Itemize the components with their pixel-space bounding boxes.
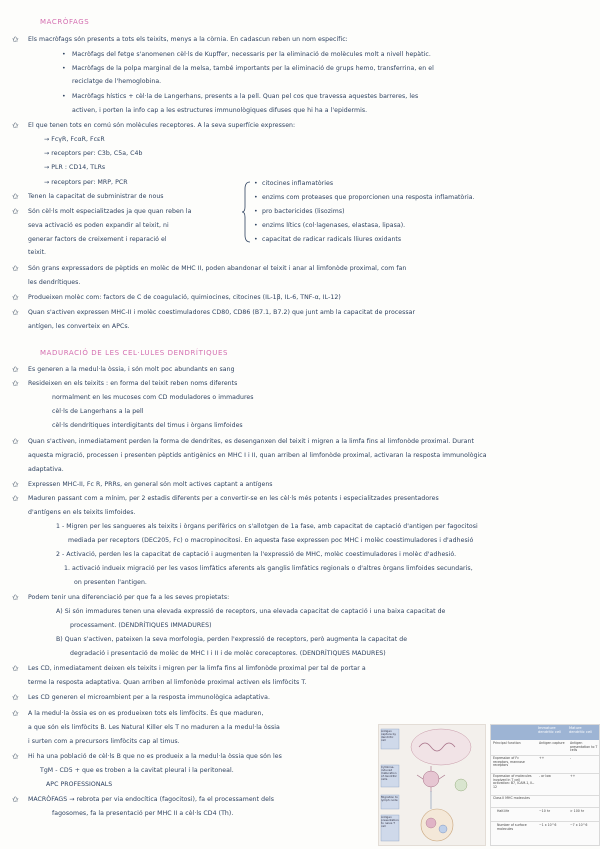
star-bullet-icon: ✩ xyxy=(12,35,19,44)
diagram-label: Antigen capture by dendritic cell xyxy=(381,729,397,743)
table-cell: Class II MHC molecules xyxy=(493,796,530,800)
text-line: seva activació es poden expandir al teixit, ni xyxy=(28,222,169,229)
text-line: Expressen MHC-II, Fc R, PRRs, en general són molt actives captant a antígens xyxy=(28,481,273,488)
text-line: Macròfags hístics + cèl·la de Langerhans, presents a la pell. Quan pel cos que travessa aquestes barreres, les xyxy=(72,93,419,100)
table-cell: Expression of molecules involved in T cell activation: B7, ICAM-1, IL-12 xyxy=(493,774,535,790)
text-line: antígen, les converteix en APCs. xyxy=(28,323,130,330)
table-cell: ~10 hr xyxy=(539,809,551,813)
text-line: a que són els limfòcits B. Les Natural Killer els T no maduren a la medul·la òssia xyxy=(28,724,280,731)
text-line: reciclatge de l'hemoglobina. xyxy=(72,78,162,85)
dendritic-comparison-table xyxy=(490,724,600,846)
star-bullet-icon: ✩ xyxy=(12,437,19,446)
table-divider xyxy=(491,807,599,808)
text-line: Macròfags del fetge s'anomenen cèl·ls de Kupffer, necessaris per la eliminació de molècules molt a nivell hepàtic. xyxy=(72,51,431,58)
text-line: Les CD, inmediatament deixen els teixits i migren per la limfa fins al limfonòde proximal per tal de portar a xyxy=(28,665,366,672)
text-line: Són cèl·ls molt especialitzades ja que quan reben la xyxy=(28,208,192,215)
text-line: TgM - CD5 + que es troben a la cavitat pleural i la peritoneal. xyxy=(40,767,234,774)
table-cell: ~1 x 10^6 xyxy=(539,823,557,827)
text-line: Produeixen molèc com: factors de C de coagulació, quimiocines, citocines (IL-1β, IL-6, TNF-α, IL-12) xyxy=(28,294,341,301)
table-cell: - or low xyxy=(539,774,551,778)
text-line: A) Si són immadures tenen una elevada expressió de receptors, una elevada capacitat de captació i una baixa capacitat de xyxy=(56,608,446,615)
dot-bullet-icon: • xyxy=(254,194,258,201)
text-line: 2 - Activació, perden les la capacitat de captació i augmenten la l'expressió de MHC, molèc coestimuladores i molèc d'adhesió. xyxy=(56,551,457,558)
table-cell: Number of surface molecules xyxy=(497,823,527,831)
text-line: d'antígens en els teixits limfoides. xyxy=(28,509,136,516)
text-line: pro bactericides (lisozims) xyxy=(262,208,345,215)
dot-bullet-icon: • xyxy=(62,93,66,100)
text-line: Tenen la capacitat de subministrar de nous xyxy=(28,193,164,200)
text-line: El que tenen tots en comú són molècules receptores. A la seva superfície expressen: xyxy=(28,122,296,129)
dot-bullet-icon: • xyxy=(254,208,258,215)
text-line: citocines inflamatòries xyxy=(262,180,334,187)
text-line: enzims lítics (col·lagenases, elastasa, lipasa). xyxy=(262,222,406,229)
table-cell: Half-life xyxy=(497,809,510,813)
star-bullet-icon: ✩ xyxy=(12,752,19,761)
text-line: Es generen a la medul·la òssia, i són molt poc abundants en sang xyxy=(28,366,235,373)
text-line: capacitat de radicar radicals lliures oxidants xyxy=(262,236,402,243)
text-line: Macròfags de la polpa marginal de la melsa, també importants per la eliminació de grups hemo, transferrina, en el xyxy=(72,65,434,72)
text-line: cèl·ls de Langerhans a la pell xyxy=(52,408,144,415)
text-line: Resideixen en els teixits : en forma del teixit reben noms diferents xyxy=(28,380,238,387)
text-line: Quan s'activen expressen MHC-II i molèc coestimuladores CD80, CD86 (B7.1, B7.2) que junt amb la capacitat de processar xyxy=(28,309,416,316)
curly-brace-icon xyxy=(242,181,252,243)
text-line: mediada per receptors (DEC205, Fc) o macropinocitosi. En aquesta fase expressen poc MHC i molèc coestimuladores i d'adhesió xyxy=(68,537,474,544)
table-header-cell: Mature dendritic cell xyxy=(568,725,599,740)
text-line: fagosomes, fa la presentació per MHC II a cèl·ls CD4 (Th). xyxy=(52,810,234,817)
text-line: 1. activació indueix migració per les vasos limfàtics aferents als ganglis limfàtics regionals o d'altres òrgans limfoides secundaris, xyxy=(64,565,473,572)
table-cell: ~7 x 10^6 xyxy=(570,823,588,827)
dot-bullet-icon: • xyxy=(62,51,66,58)
text-line: terme la resposta adaptativa. Quan arriben al limfonòde proximal activen els limfòcits T. xyxy=(28,679,307,686)
text-line: → receptors per: C3b, C5a, C4b xyxy=(44,150,143,157)
text-line: → FcγR, FcαR, FcεR xyxy=(44,136,105,143)
table-header-cell: Immature dendritic cell xyxy=(537,725,568,740)
text-line: on presenten l'antigen. xyxy=(74,579,147,586)
text-line: B) Quan s'activen, pateixen la seva morfologia, perden l'expressió de receptors, però augmenta la capacitat de xyxy=(56,636,408,643)
dot-bullet-icon: • xyxy=(254,180,258,187)
table-header-cell xyxy=(491,725,537,740)
text-line: normalment en les mucoses com CD moduladores o immadures xyxy=(52,394,254,401)
text-line: activen, i porten la info cap a les estructures immunològiques difuses que hi ha a l'epidermis. xyxy=(72,107,368,114)
star-bullet-icon: ✩ xyxy=(12,293,19,302)
text-line: teixit. xyxy=(28,249,47,256)
star-bullet-icon: ✩ xyxy=(12,795,19,804)
star-bullet-icon: ✩ xyxy=(12,693,19,702)
diagram-label: Migration to lymph node xyxy=(381,795,398,803)
table-cell: Antigen capture xyxy=(539,741,565,745)
star-bullet-icon: ✩ xyxy=(12,593,19,602)
star-bullet-icon: ✩ xyxy=(12,494,19,503)
text-line: adaptativa. xyxy=(28,466,64,473)
text-line: les dendrítiques. xyxy=(28,279,81,286)
star-bullet-icon: ✩ xyxy=(12,192,19,201)
text-line: aquesta migració, processen i presenten pèptids antigènics en MHC I i II, quan arriben al limfonòde proximal, activaran la resposta immunològica xyxy=(28,452,487,459)
text-line: A la medul·la òssia es on es produeixen tots els limfòcits. És que maduren, xyxy=(28,710,264,717)
text-line: MACRÒFAGS → rebrota per via endocítica (fagocitosi), fa el processament dels xyxy=(28,796,275,803)
text-line: cèl·ls dendrítiques interdigitants del timus i òrgans limfoides xyxy=(52,422,243,429)
table-divider xyxy=(491,821,599,822)
text-line: Els macròfags són presents a tots els teixits, menys a la còrnia. En cadascun reben un nom específic: xyxy=(28,36,348,43)
table-cell: - xyxy=(570,756,572,760)
text-line: Són grans expressadors de pèptids en molèc de MHC II, poden abandonar el teixit i anar al limfonòde proximal, com fan xyxy=(28,265,407,272)
text-line: processament. (DENDRÍTIQUES IMMADURES) xyxy=(70,622,212,629)
star-bullet-icon: ✩ xyxy=(12,379,19,388)
star-bullet-icon: ✩ xyxy=(12,308,19,317)
star-bullet-icon: ✩ xyxy=(12,365,19,374)
table-cell: Expression of Fc receptors, mannose receptors xyxy=(493,756,525,768)
text-line: → receptors per: MRP, PCR xyxy=(44,179,128,186)
dot-bullet-icon: • xyxy=(254,222,258,229)
table-cell: ++ xyxy=(570,774,576,778)
text-line: Les CD generen el microambient per a la resposta immunològica adaptativa. xyxy=(28,694,270,701)
text-line: Maduren passant com a mínim, per 2 estadis diferents per a convertir-se en les cèl·ls més potents i especialitzades presentadores xyxy=(28,495,439,502)
text-line: Quan s'activen, inmediatament perden la forma de dendrites, es desenganxen del teixit i migren a la limfa fins al limfonòde proximal. Durant xyxy=(28,438,474,445)
text-line: enzims com proteases que proporcionen una resposta inflamatòria. xyxy=(262,194,475,201)
text-line: degradació i presentació de molèc de MHC I i II i de molèc coreceptores. (DENDRÍTIQUES MADURES) xyxy=(70,650,386,657)
text-line: → PLR : CD14, TLRs xyxy=(44,164,106,171)
text-line: Podem tenir una diferenciació per que fa a les seves propietats: xyxy=(28,594,230,601)
star-bullet-icon: ✩ xyxy=(12,264,19,273)
diagram-label: Antigen presentation to naive T cell xyxy=(381,815,399,829)
dot-bullet-icon: • xyxy=(62,65,66,72)
text-line: i surten com a precursors limfòcits cap al timus. xyxy=(28,738,180,745)
star-bullet-icon: ✩ xyxy=(12,121,19,130)
star-bullet-icon: ✩ xyxy=(12,709,19,718)
table-cell: Principal function xyxy=(493,741,521,745)
text-line: generar factors de creixement i reparació el xyxy=(28,236,167,243)
dot-bullet-icon: • xyxy=(254,236,258,243)
text-line: Hi ha una població de cèl·ls B que no es produeix a la medul·la òssia que són les xyxy=(28,753,282,760)
text-line: APC PROFESSIONALS xyxy=(46,781,113,788)
table-cell: Antigen presentation to T cells xyxy=(570,741,598,753)
section-title-maduracio: MADURACIÓ DE LES CEL·LULES DENDRÍTIQUES xyxy=(40,349,229,357)
star-bullet-icon: ✩ xyxy=(12,480,19,489)
dendritic-maturation-diagram xyxy=(378,724,486,846)
table-cell: ++ xyxy=(539,756,545,760)
section-title-macrofags: MACRÒFAGS xyxy=(40,18,90,26)
text-line: 1 - Migren per les sangueres als teixits i òrgans perifèrics on s'allotgen de 1a fase, amb capacitat de captació d'antigen per fagocitosi xyxy=(56,523,478,530)
diagram-label: Cytokine-induced maturation of dendritic cells xyxy=(381,765,397,782)
table-cell: > 100 hr xyxy=(570,809,585,813)
star-bullet-icon: ✩ xyxy=(12,664,19,673)
star-bullet-icon: ✩ xyxy=(12,207,19,216)
